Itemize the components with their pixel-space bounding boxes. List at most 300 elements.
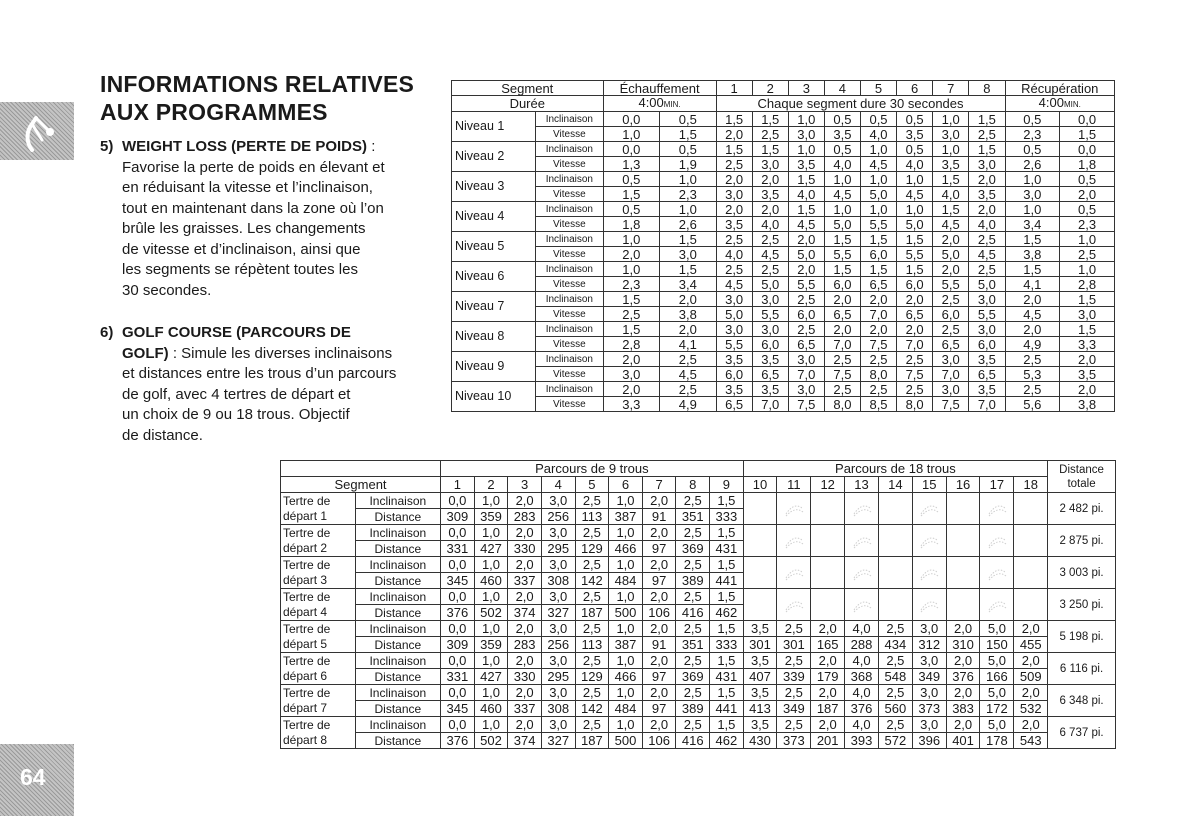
incline-cell: 2,5 [575,493,609,509]
incline-cell: 3,5 [743,717,777,733]
empty-hole-cell [946,589,980,621]
hole-number: 6 [609,477,643,493]
speed-cell: 6,5 [897,307,933,322]
hole-number: 13 [845,477,879,493]
table-row [452,307,1115,322]
incline-cell: 0,5 [897,142,933,157]
speed-cell: 4,5 [788,217,824,232]
distance-cell: 295 [541,541,575,557]
column-header: 1 [716,81,752,96]
table-row [281,685,1116,701]
incline-cell: 3,5 [743,621,777,637]
incline-cell: 1,0 [1060,232,1115,247]
column-header: 6 [897,81,933,96]
incline-cell: 5,0 [980,717,1014,733]
tee-label: départ 6 [281,669,356,685]
total-distance: 6 116 pi. [1048,653,1116,685]
incline-cell: 0,5 [1005,112,1060,127]
table-row [452,277,1115,292]
incline-cell: 2,0 [642,685,676,701]
distance-label: Distance [355,605,440,621]
incline-cell: 2,0 [1060,352,1115,367]
section-golf-course [100,323,440,446]
page-title [100,70,440,126]
incline-cell: 1,0 [1005,202,1060,217]
speed-cell: 5,5 [752,307,788,322]
empty-hole-cell [980,525,1014,557]
incline-cell: 2,5 [676,589,710,605]
section-line: Favorise la perte de poids en élevant et [122,158,385,176]
incline-cell: 2,5 [676,621,710,637]
incline-cell: 1,5 [710,685,744,701]
speed-cell: 2,5 [1060,247,1115,262]
speed-cell: 2,6 [1005,157,1060,172]
incline-cell: 1,5 [752,142,788,157]
incline-cell: 1,5 [1060,322,1115,337]
speed-cell: 6,0 [860,247,896,262]
empty-hole-cell [912,525,946,557]
distance-cell: 369 [676,669,710,685]
incline-cell: 1,0 [474,589,508,605]
distance-cell: 502 [474,733,508,749]
table-row [452,367,1115,382]
incline-label: Inclinaison [536,322,603,337]
incline-cell: 2,0 [642,717,676,733]
incline-cell: 2,0 [860,292,896,307]
speed-cell: 1,0 [603,127,660,142]
section-line: : Simule les diverses inclinaisons [168,344,393,362]
empty-hole-cell [845,493,879,525]
level-label: Niveau 5 [452,232,536,262]
incline-cell: 2,5 [716,262,752,277]
distance-cell: 165 [811,637,845,653]
incline-cell: 2,5 [660,352,717,367]
tee-label: départ 5 [281,637,356,653]
section-line: les segments se répètent toutes les [122,261,358,278]
incline-cell: 2,5 [752,262,788,277]
distance-cell: 374 [508,605,542,621]
incline-cell: 1,0 [609,621,643,637]
empty-hole-cell [946,493,980,525]
incline-cell: 3,0 [541,493,575,509]
distance-cell: 387 [609,637,643,653]
distance-cell: 301 [743,637,777,653]
duration-cell [603,96,716,112]
incline-cell: 2,5 [575,653,609,669]
table-row [452,202,1115,217]
incline-cell: 0,0 [441,685,475,701]
duration-label: Durée [452,96,604,112]
incline-cell: 3,0 [716,292,752,307]
incline-cell: 3,0 [912,621,946,637]
program-logo-icon [851,500,873,518]
incline-cell: 0,0 [603,112,660,127]
incline-cell: 2,5 [933,322,969,337]
incline-cell: 1,0 [603,262,660,277]
incline-cell: 2,5 [752,232,788,247]
incline-cell: 2,0 [752,172,788,187]
incline-cell: 2,0 [1005,322,1060,337]
incline-cell: 1,5 [897,232,933,247]
distance-cell: 283 [508,637,542,653]
speed-cell: 7,0 [860,307,896,322]
column-header: Parcours de 18 trous [743,461,1047,477]
column-header: 3 [788,81,824,96]
incline-label: Inclinaison [536,142,603,157]
distance-cell: 129 [575,669,609,685]
speed-cell: 2,3 [660,187,717,202]
speed-cell: 7,0 [897,337,933,352]
speed-cell: 7,5 [824,367,860,382]
distance-label: Distance [355,541,440,557]
speed-label: Vitesse [536,247,603,262]
incline-cell: 1,0 [660,172,717,187]
speed-cell: 4,0 [897,157,933,172]
page-number-text: 64 [20,764,46,790]
distance-cell: 387 [609,509,643,525]
speed-cell: 1,8 [603,217,660,232]
column-header: 5 [860,81,896,96]
distance-cell: 187 [575,733,609,749]
incline-cell: 3,0 [716,322,752,337]
incline-cell: 0,0 [1060,112,1115,127]
distance-cell: 484 [609,573,643,589]
incline-cell: 5,0 [980,621,1014,637]
incline-cell: 2,0 [508,717,542,733]
program-logo-icon [851,532,873,550]
speed-cell: 5,5 [788,277,824,292]
column-header: Récupération [1005,81,1115,96]
hole-number: 15 [912,477,946,493]
empty-hole-cell [777,589,811,621]
distance-cell: 301 [777,637,811,653]
speed-cell: 7,5 [933,397,969,412]
incline-cell: 1,5 [603,322,660,337]
incline-cell: 3,0 [788,352,824,367]
incline-cell: 0,5 [824,142,860,157]
incline-cell: 1,5 [603,292,660,307]
incline-cell: 1,0 [897,202,933,217]
section-line: de vitesse et d’inclinaison, ainsi que [122,240,361,258]
incline-cell: 1,5 [860,232,896,247]
speed-label: Vitesse [536,187,603,202]
distance-cell: 312 [912,637,946,653]
distance-cell: 373 [777,733,811,749]
speed-cell: 4,5 [1005,307,1060,322]
incline-label: Inclinaison [355,589,440,605]
empty-hole-cell [912,589,946,621]
incline-cell: 2,0 [824,322,860,337]
table-header-row [452,81,1115,96]
level-label: Niveau 2 [452,142,536,172]
incline-cell: 0,5 [1060,172,1115,187]
incline-cell: 2,0 [603,382,660,397]
speed-cell: 3,8 [1060,397,1115,412]
distance-cell: 500 [609,733,643,749]
hole-number: 2 [474,477,508,493]
incline-cell: 1,0 [1005,172,1060,187]
empty-hole-cell [811,589,845,621]
total-distance: 3 003 pi. [1048,557,1116,589]
distance-cell: 376 [441,733,475,749]
program-logo-icon [783,596,805,614]
page-title-line-2: AUX PROGRAMMES [100,99,328,125]
incline-cell: 1,0 [788,142,824,157]
table-row [452,127,1115,142]
incline-cell: 1,0 [474,493,508,509]
speed-cell: 6,0 [752,337,788,352]
incline-cell: 2,5 [676,685,710,701]
incline-cell: 0,0 [441,493,475,509]
distance-cell: 427 [474,669,508,685]
distance-cell: 413 [743,701,777,717]
incline-cell: 2,5 [575,525,609,541]
speed-cell: 6,5 [716,397,752,412]
incline-cell: 0,5 [660,142,717,157]
incline-cell: 5,0 [980,653,1014,669]
distance-cell: 374 [508,733,542,749]
tee-label: Tertre de [281,717,356,733]
incline-cell: 3,0 [541,685,575,701]
column-header: 4 [824,81,860,96]
incline-cell: 1,0 [474,653,508,669]
table-row [281,733,1116,749]
distance-cell: 351 [676,637,710,653]
distance-cell: 345 [441,701,475,717]
distance-cell: 166 [980,669,1014,685]
incline-cell: 1,5 [969,142,1005,157]
speed-cell: 3,5 [716,217,752,232]
speed-cell: 6,0 [897,277,933,292]
tee-label: Tertre de [281,653,356,669]
incline-cell: 2,0 [660,292,717,307]
incline-cell: 2,5 [879,653,913,669]
distance-cell: 543 [1014,733,1048,749]
incline-cell: 1,5 [824,262,860,277]
incline-cell: 1,0 [474,717,508,733]
speed-cell: 4,1 [660,337,717,352]
program-logo-icon [851,564,873,582]
hole-number: 17 [980,477,1014,493]
empty-hole-cell [845,557,879,589]
table-row [452,397,1115,412]
level-label: Niveau 7 [452,292,536,322]
program-logo-icon [986,500,1008,518]
incline-cell: 2,0 [946,653,980,669]
speed-cell: 8,0 [860,367,896,382]
hole-number: 1 [441,477,475,493]
distance-cell: 434 [879,637,913,653]
speed-cell: 5,5 [716,337,752,352]
incline-cell: 0,5 [1005,142,1060,157]
speed-cell: 3,0 [1005,187,1060,202]
incline-cell: 3,5 [752,352,788,367]
incline-cell: 4,0 [845,685,879,701]
empty-hole-cell [980,493,1014,525]
incline-cell: 1,5 [788,172,824,187]
incline-cell: 1,5 [710,653,744,669]
section-line: brûle les graisses. Les changements [122,220,366,237]
speed-cell: 2,3 [1005,127,1060,142]
distance-cell: 383 [946,701,980,717]
incline-cell: 2,5 [676,653,710,669]
empty-hole-cell [811,557,845,589]
incline-cell: 3,0 [933,352,969,367]
section-number: 6) [100,324,114,341]
hole-number: 14 [879,477,913,493]
column-header: 8 [969,81,1005,96]
speed-cell: 5,0 [860,187,896,202]
table-row [281,669,1116,685]
speed-cell: 2,5 [603,307,660,322]
distance-cell: 368 [845,669,879,685]
incline-cell: 2,0 [1014,621,1048,637]
incline-cell: 1,5 [969,112,1005,127]
speed-cell: 7,5 [897,367,933,382]
distance-cell: 345 [441,573,475,589]
distance-cell: 288 [845,637,879,653]
distance-cell: 441 [710,573,744,589]
empty-hole-cell [777,525,811,557]
incline-cell: 3,0 [752,292,788,307]
incline-cell: 1,0 [609,685,643,701]
speed-cell: 3,5 [788,157,824,172]
speed-cell: 1,8 [1060,157,1115,172]
incline-cell: 0,0 [603,142,660,157]
empty-hole-cell [946,525,980,557]
incline-cell: 1,5 [660,232,717,247]
column-header: Segment [281,477,441,493]
incline-cell: 2,5 [933,292,969,307]
incline-cell: 2,5 [660,382,717,397]
incline-cell: 1,5 [716,112,752,127]
program-logo-icon [918,532,940,550]
table-row [452,217,1115,232]
hole-number: 11 [777,477,811,493]
speed-cell: 3,5 [824,127,860,142]
incline-cell: 1,0 [609,525,643,541]
distance-cell: 572 [879,733,913,749]
incline-cell: 2,5 [575,685,609,701]
speed-cell: 3,8 [660,307,717,322]
table-row [281,701,1116,717]
incline-cell: 1,5 [710,621,744,637]
section-line: et distances entre les trous d’un parcours [122,365,397,382]
empty-hole-cell [879,557,913,589]
speed-cell: 5,5 [860,217,896,232]
incline-cell: 3,5 [743,653,777,669]
distance-cell: 310 [946,637,980,653]
distance-cell: 373 [912,701,946,717]
incline-label: Inclinaison [355,685,440,701]
speed-cell: 7,0 [752,397,788,412]
speed-cell: 5,0 [969,277,1005,292]
level-label: Niveau 1 [452,112,536,142]
incline-cell: 2,0 [508,493,542,509]
incline-cell: 0,5 [824,112,860,127]
incline-cell: 1,5 [933,172,969,187]
incline-cell: 2,0 [660,322,717,337]
column-header: 7 [933,81,969,96]
speed-cell: 4,5 [824,187,860,202]
distance-cell: 113 [575,509,609,525]
speed-cell: 6,5 [969,367,1005,382]
speed-cell: 4,0 [933,187,969,202]
speed-label: Vitesse [536,277,603,292]
incline-cell: 2,0 [716,202,752,217]
distance-cell: 462 [710,733,744,749]
level-label: Niveau 9 [452,352,536,382]
empty-hole-cell [811,493,845,525]
incline-cell: 1,5 [788,202,824,217]
program-logo-icon [851,596,873,614]
empty-hole-cell [777,493,811,525]
distance-cell: 256 [541,509,575,525]
empty-hole-cell [777,557,811,589]
total-distance: 2 482 pi. [1048,493,1116,525]
incline-cell: 1,0 [660,202,717,217]
incline-cell: 1,0 [609,589,643,605]
duration-value: 4:00 [638,95,664,110]
table-row [281,621,1116,637]
incline-cell: 2,0 [897,292,933,307]
distance-cell: 97 [642,669,676,685]
distance-cell: 187 [575,605,609,621]
table-row [452,337,1115,352]
speed-cell: 3,0 [969,157,1005,172]
distance-cell: 337 [508,573,542,589]
speed-cell: 4,0 [752,217,788,232]
speed-cell: 6,5 [752,367,788,382]
speed-cell: 5,3 [1005,367,1060,382]
speed-cell: 4,5 [860,157,896,172]
hole-number: 7 [642,477,676,493]
distance-cell: 376 [946,669,980,685]
incline-cell: 2,5 [788,292,824,307]
table-row [452,292,1115,307]
incline-cell: 2,5 [575,589,609,605]
distance-cell: 113 [575,637,609,653]
distance-cell: 509 [1014,669,1048,685]
distance-label: Distance [355,733,440,749]
speed-cell: 3,5 [969,187,1005,202]
speed-cell: 5,0 [933,247,969,262]
distance-label: Distance [355,669,440,685]
total-label: totale [1067,477,1096,490]
speed-cell: 1,5 [660,127,717,142]
table-row [452,322,1115,337]
hole-number: 9 [710,477,744,493]
empty-hole-cell [1014,525,1048,557]
distance-label: Distance [355,637,440,653]
speed-cell: 3,0 [933,127,969,142]
speed-cell: 6,5 [824,307,860,322]
speed-cell: 2,3 [603,277,660,292]
speed-cell: 4,5 [933,217,969,232]
distance-label: Distance [355,509,440,525]
speed-cell: 6,0 [788,307,824,322]
incline-cell: 2,5 [897,382,933,397]
total-distance: 6 737 pi. [1048,717,1116,749]
incline-cell: 2,5 [788,322,824,337]
incline-cell: 0,0 [441,557,475,573]
distance-cell: 339 [777,669,811,685]
table-row [452,382,1115,397]
incline-cell: 1,0 [788,112,824,127]
distance-cell: 309 [441,509,475,525]
speed-cell: 5,0 [824,217,860,232]
incline-cell: 3,0 [969,292,1005,307]
